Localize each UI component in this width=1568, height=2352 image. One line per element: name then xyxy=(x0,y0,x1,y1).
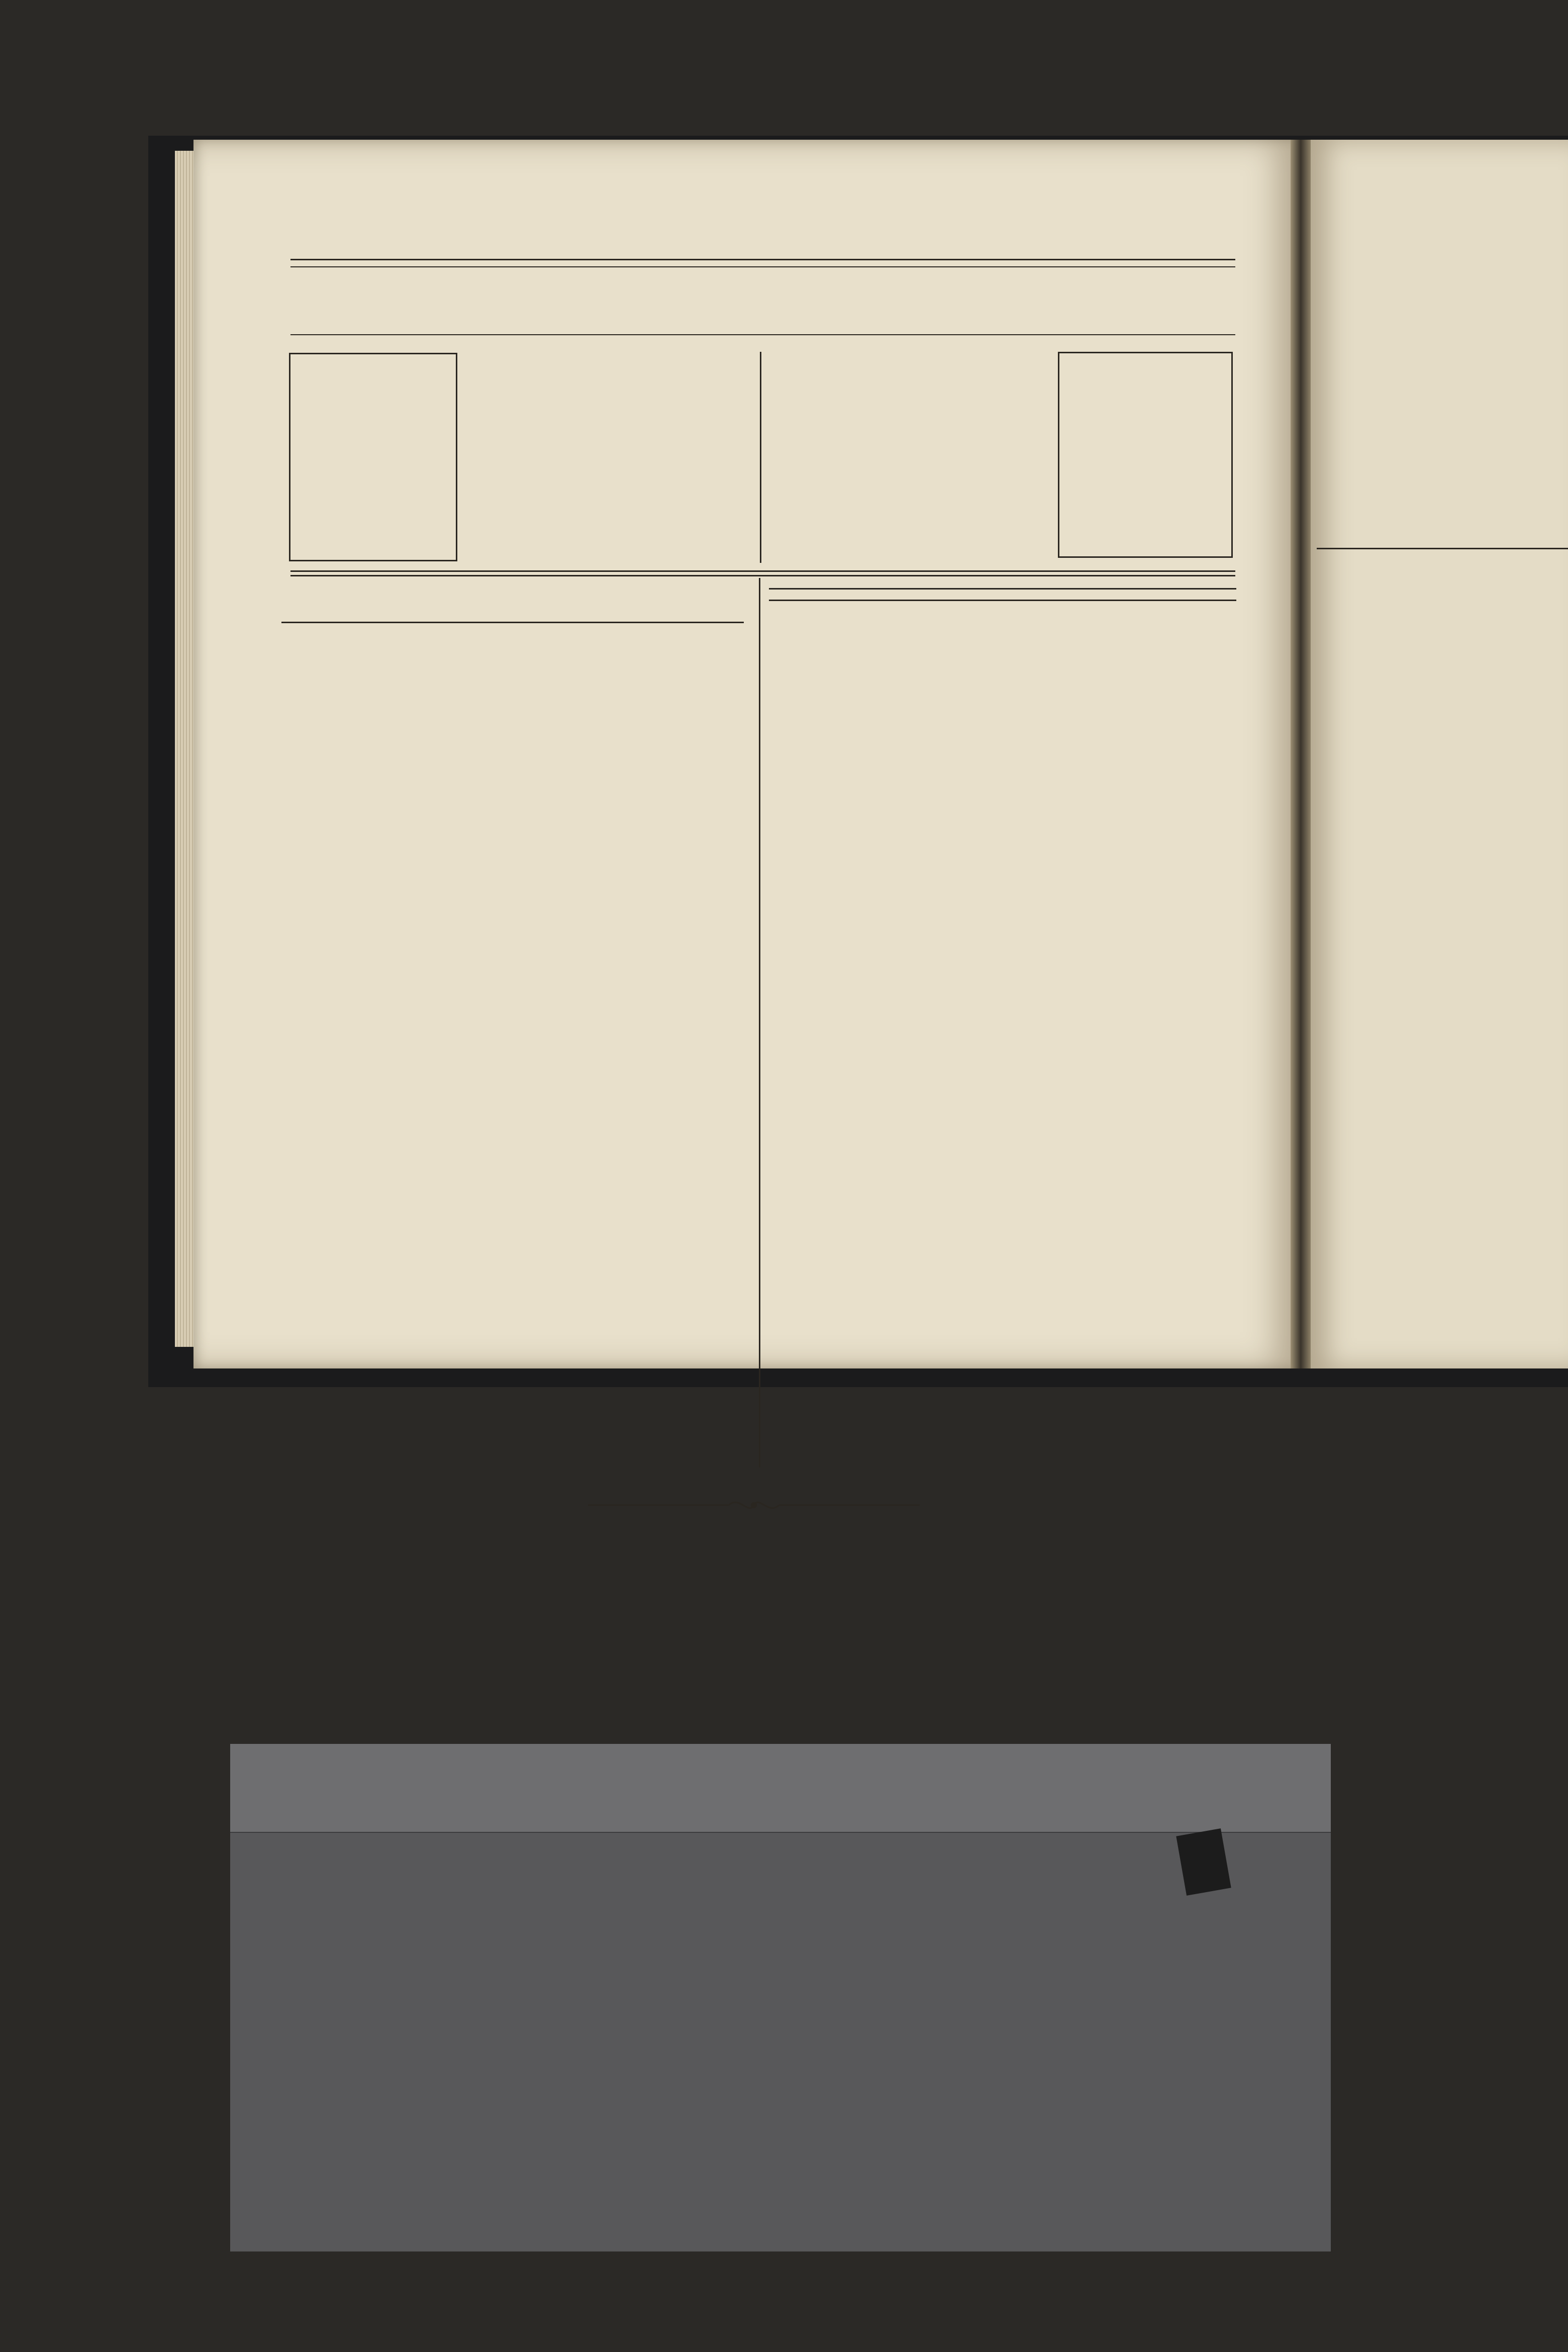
masthead-double-rule xyxy=(290,570,1235,576)
page-edges xyxy=(175,151,195,1347)
masthead-rule xyxy=(290,334,1235,335)
section-rule xyxy=(281,622,744,623)
editors-english xyxy=(809,440,885,460)
book-gutter xyxy=(1291,140,1311,1368)
header-rule-bottom xyxy=(290,266,1235,267)
section-rule xyxy=(769,600,1236,601)
masthead-divider xyxy=(760,352,761,563)
measuring-ruler xyxy=(230,1744,1331,1833)
left-column xyxy=(281,611,744,632)
terms-box xyxy=(1058,352,1233,558)
column-divider xyxy=(759,578,760,1467)
right-page xyxy=(1307,140,1568,1368)
next-page-rule xyxy=(1317,548,1568,549)
ornament-divider xyxy=(578,1495,930,1520)
right-column xyxy=(769,578,1236,608)
editors-armenian xyxy=(465,427,570,455)
prices-box xyxy=(289,353,457,561)
section-rule xyxy=(769,588,1236,590)
left-page xyxy=(193,140,1297,1368)
header-rule-top xyxy=(290,259,1235,260)
